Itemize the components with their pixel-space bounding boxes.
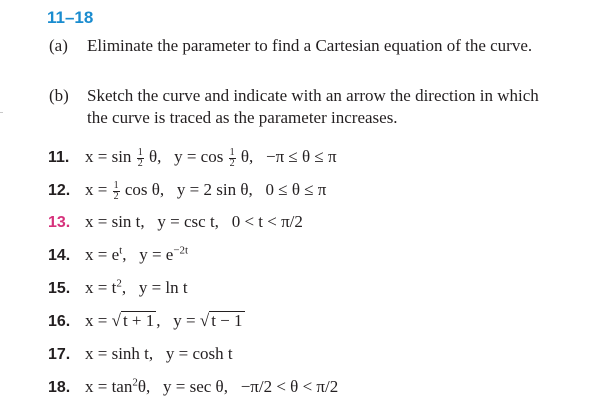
equation-y: y = cosh t [165,344,233,363]
exercise-number: 11. [48,149,70,166]
equation-x: $x = e^t$, [85,244,127,264]
parameter-range: 0 ≤ θ ≤ π [265,180,327,199]
equation-x: x = sin t, [85,212,145,231]
margin-divider [0,112,3,113]
instruction-a [49,35,557,57]
exercise-number: 13. [48,214,71,231]
instruction-b-label: (b) [49,86,69,105]
exercise-number: 17. [48,346,71,363]
instruction-a-text: Eliminate the parameter to find a Cartesian equation of the curve. [87,36,533,55]
exercise-15 [48,276,188,300]
exercise-number: 12. [48,182,71,199]
equation-x: x = sin $\frac{1}{2}$ θ, [85,146,162,169]
equation-x: x = sinh t, [85,344,154,363]
fraction-half: $\frac{1}{2}$ [137,146,143,169]
exercise-number: 18. [48,379,71,396]
exercise-12 [48,178,326,202]
exercise-16 [48,309,245,333]
parameter-range: 0 < t < π/2 [231,212,303,231]
fraction-half: $\frac{1}{2}$ [113,179,119,202]
equation-x: $x = t^2$, [85,277,127,297]
exercise-number: 16. [48,313,71,330]
exercise-number: 14. [48,247,71,264]
equation-x: $x = \tan^2\theta$, [85,376,151,396]
equation-y: y = ln t [138,278,188,297]
exercise-number: 15. [48,280,71,297]
square-root: √ t + 1 [111,311,155,330]
equation-y: y = cos $\frac{1}{2}$ θ, [174,146,254,169]
exercise-18 [48,375,338,399]
equation-y: y = 2 sin θ, [176,180,253,199]
section-heading: 11–18 [47,8,94,27]
exercise-17 [48,342,233,366]
equation-y: $y = e^{-2t}$ [139,244,189,264]
equation-y: y = √ t − 1 [173,311,244,330]
equation-x: x = √ t + 1 , [85,311,161,330]
exercise-13 [48,210,303,234]
equation-x: x = $\frac{1}{2}$ cos θ, [85,179,165,202]
parameter-range: −π/2 < θ < π/2 [240,377,339,396]
instruction-b [49,85,557,129]
equation-y: y = csc t, [157,212,219,231]
parameter-range: −π ≤ θ ≤ π [266,147,337,166]
exercise-14 [48,243,188,267]
fraction-half: $\frac{1}{2}$ [229,146,235,169]
instruction-a-label: (a) [49,36,68,55]
instruction-b-text: Sketch the curve and indicate with an arrow the direction in which the curve is traced as the parameter increases. [87,86,539,127]
equation-y: y = sec θ, [163,377,228,396]
square-root: √ t − 1 [199,311,243,330]
exercise-11 [48,145,337,169]
